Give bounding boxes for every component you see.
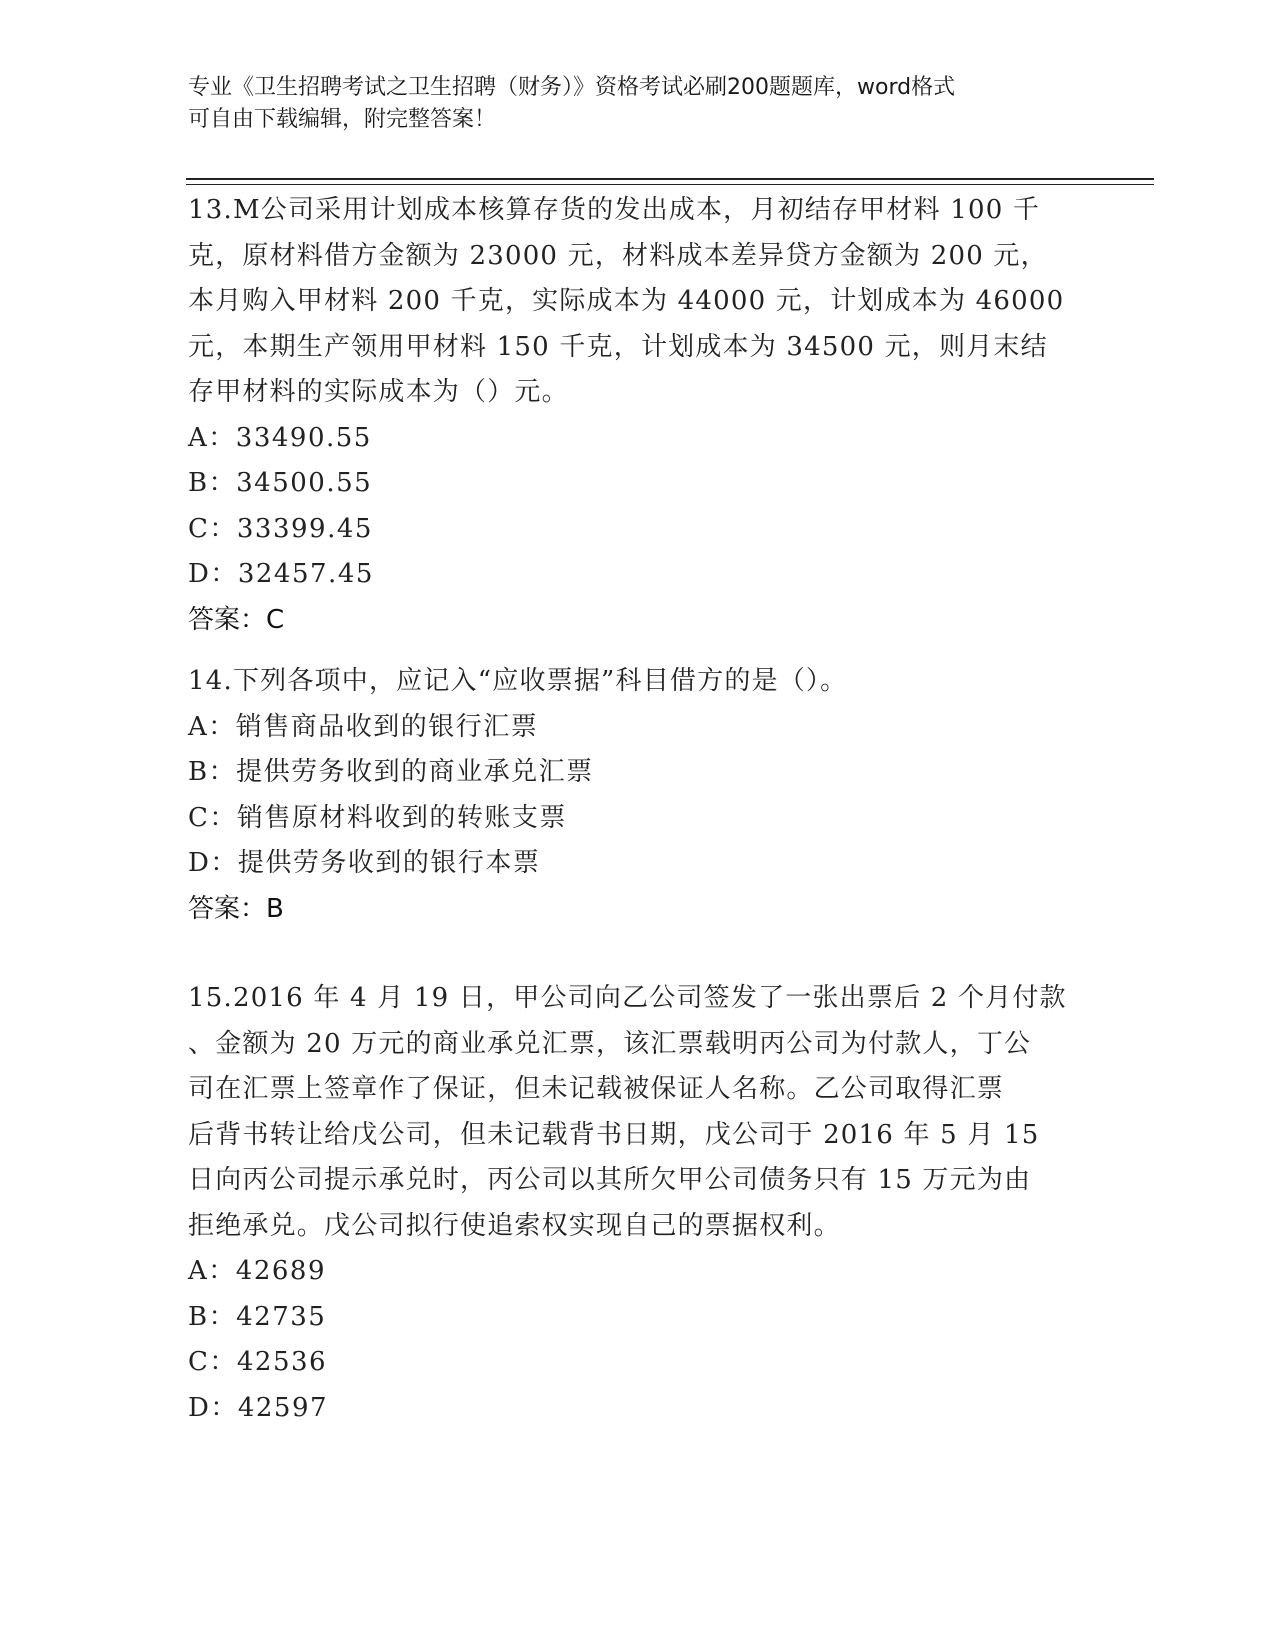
option-b: B：34500.55 xyxy=(188,468,373,498)
option-d: D：42597 xyxy=(188,1392,329,1423)
question-stem-line: 本月购入甲材料 200 千克，实际成本为 44000 元，计划成本为 46000 xyxy=(188,286,1065,316)
answer-line: 答案：B xyxy=(188,893,284,924)
option-d: D：32457.45 xyxy=(188,559,374,589)
document-header xyxy=(188,72,1068,136)
question-stem-line: 存甲材料的实际成本为（）元。 xyxy=(188,377,569,407)
option-c: C：销售原材料收到的转账支票 xyxy=(188,802,567,833)
question-stem-line: 司在汇票上签章作了保证，但未记载被保证人名称。乙公司取得汇票 xyxy=(188,1074,1005,1104)
question-13 xyxy=(188,188,1088,643)
option-b: B：提供劳务收到的商业承兑汇票 xyxy=(188,757,594,787)
question-stem-line: 日向丙公司提示承兑时，丙公司以其所欠甲公司债务只有 15 万元为由 xyxy=(188,1165,1032,1195)
question-14 xyxy=(188,659,1088,932)
option-a: A：33490.55 xyxy=(188,422,372,453)
question-stem-line: 14.下列各项中，应记入“应收票据”科目借方的是（）。 xyxy=(188,666,848,696)
header-divider-thick xyxy=(186,178,1154,180)
question-stem-line: 、金额为 20 万元的商业承兑汇票，该汇票载明丙公司为付款人，丁公 xyxy=(188,1028,1032,1059)
option-b: B：42735 xyxy=(188,1301,327,1332)
question-stem-line: 元，本期生产领用甲材料 150 千克，计划成本为 34500 元，则月末结 xyxy=(188,331,1048,362)
question-stem-line: 13.M公司采用计划成本核算存货的发出成本，月初结存甲材料 100 千 xyxy=(188,195,1041,225)
question-stem-line: 拒绝承兑。戊公司拟行使追索权实现自己的票据权利。 xyxy=(188,1210,841,1241)
question-stem-line: 克，原材料借方金额为 23000 元，材料成本差异贷方金额为 200 元， xyxy=(188,240,1048,271)
option-a: A：销售商品收到的银行汇票 xyxy=(188,711,539,742)
option-d: D：提供劳务收到的银行本票 xyxy=(188,848,541,878)
header-divider-thin xyxy=(186,184,1154,185)
question-stem-line: 15.2016 年 4 月 19 日，甲公司向乙公司签发了一张出票后 2 个月付款 xyxy=(188,983,1067,1013)
header-line-1: 专业《卫生招聘考试之卫生招聘（财务）》资格考试必刷200题题库，word格式 xyxy=(188,75,956,100)
question-15 xyxy=(188,976,1088,1431)
option-c: C：42536 xyxy=(188,1347,328,1377)
header-line-2: 可自由下载编辑，附完整答案！ xyxy=(188,107,497,132)
question-stem-line: 后背书转让给戊公司，但未记载背书日期，戊公司于 2016 年 5 月 15 xyxy=(188,1119,1040,1150)
option-c: C：33399.45 xyxy=(188,513,373,544)
answer-line: 答案：C xyxy=(188,604,285,635)
option-a: A：42689 xyxy=(188,1256,326,1286)
